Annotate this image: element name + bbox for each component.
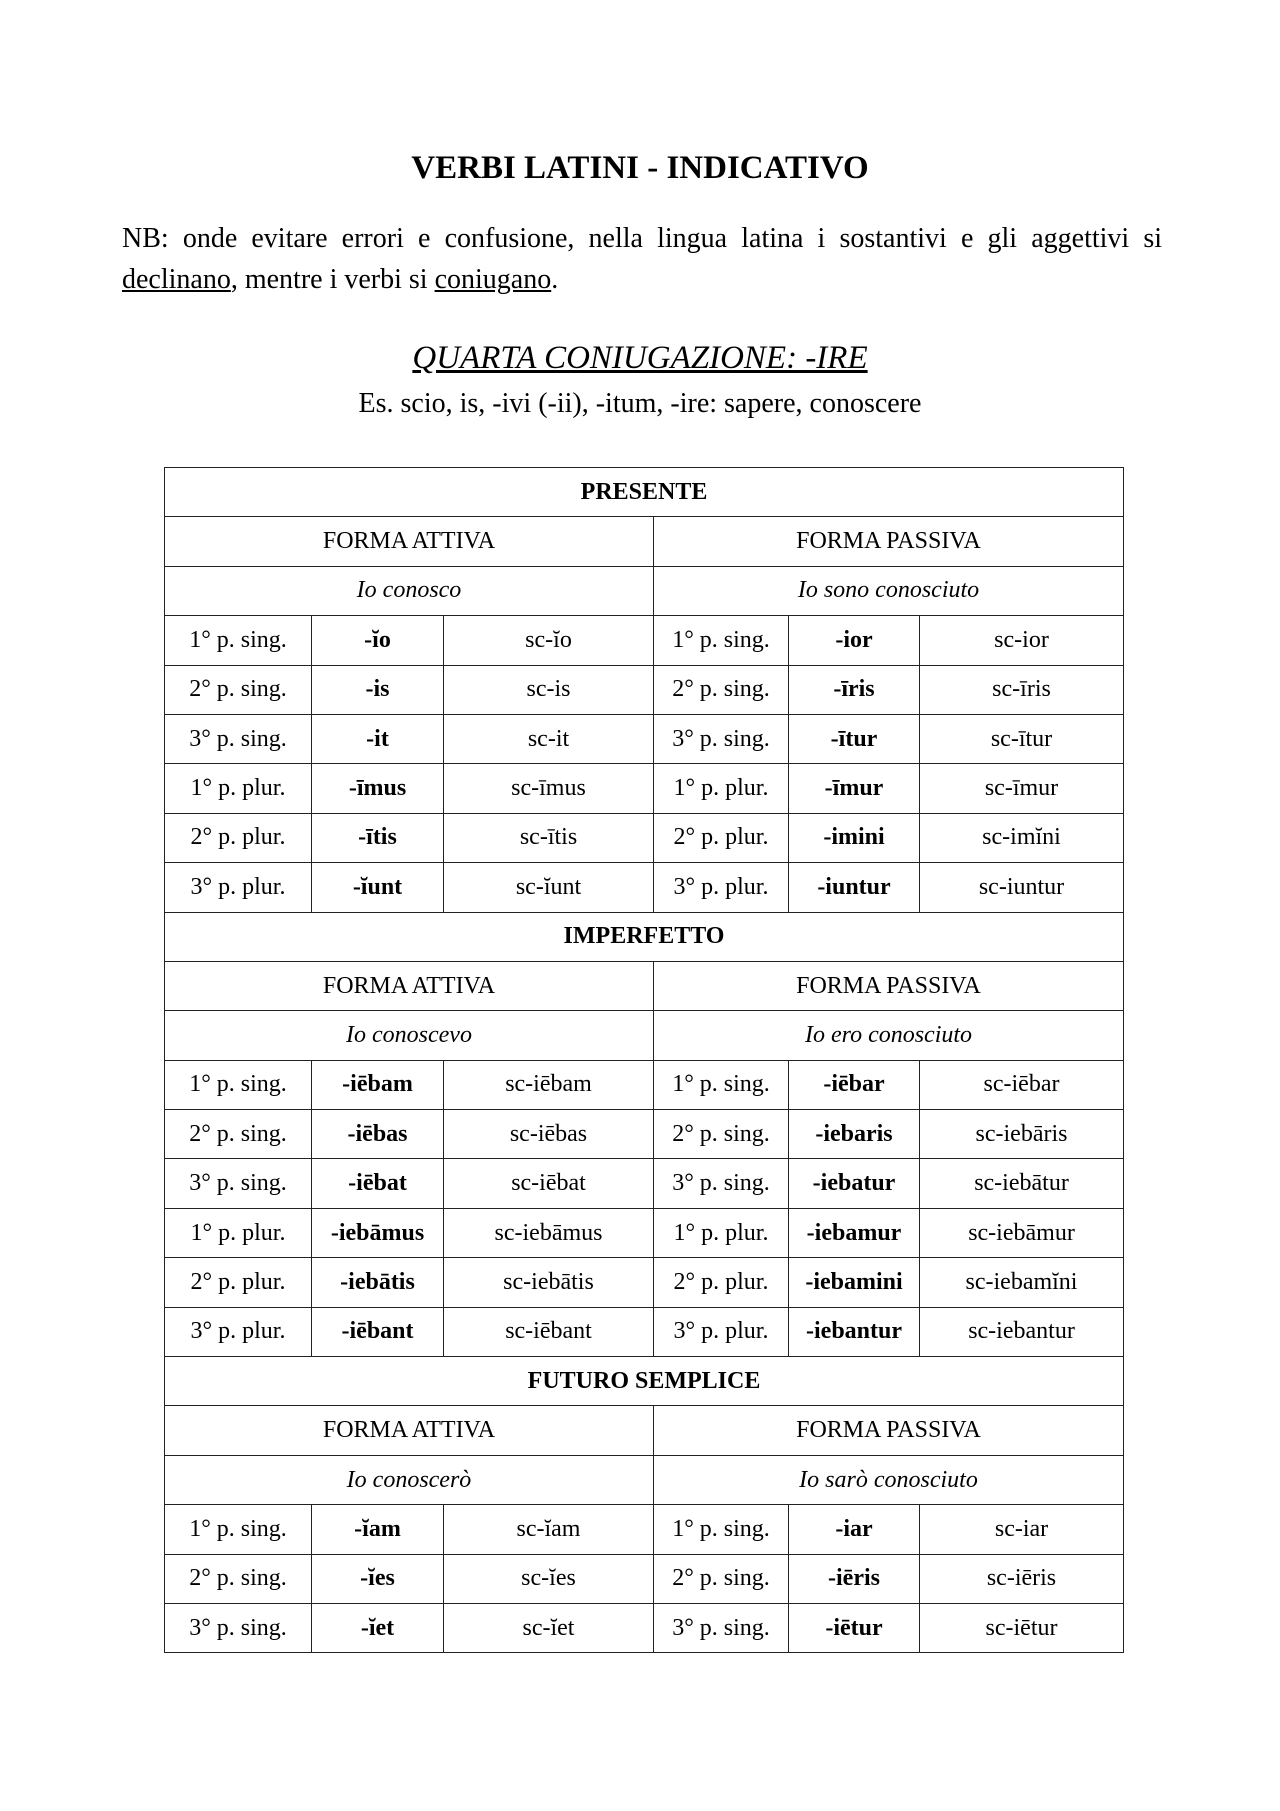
table-row <box>165 714 1124 763</box>
passive-form: sc-iebātur <box>920 1159 1124 1208</box>
active-form: sc-ĭo <box>444 616 654 665</box>
active-form-label: FORMA ATTIVA <box>165 961 654 1010</box>
passive-ending: -iebamini <box>789 1258 920 1307</box>
active-form: sc-it <box>444 714 654 763</box>
tense-name: FUTURO SEMPLICE <box>165 1357 1124 1406</box>
passive-form: sc-iar <box>920 1505 1124 1554</box>
active-form: sc-iēbam <box>444 1060 654 1109</box>
passive-form: sc-īris <box>920 665 1124 714</box>
active-form: sc-ĭam <box>444 1505 654 1554</box>
passive-form: sc-iebamĭni <box>920 1258 1124 1307</box>
table-row <box>165 813 1124 862</box>
passive-ending: -ior <box>789 616 920 665</box>
note-word-coniugano: coniugano <box>434 264 552 295</box>
passive-ending: -iebamur <box>789 1208 920 1257</box>
table-row <box>165 1307 1124 1356</box>
passive-ending: -iar <box>789 1505 920 1554</box>
passive-person: 2° p. plur. <box>654 1258 789 1307</box>
passive-ending: -iebatur <box>789 1159 920 1208</box>
active-person: 1° p. plur. <box>165 1208 312 1257</box>
active-person: 2° p. plur. <box>165 1258 312 1307</box>
active-ending: -iēbas <box>312 1110 444 1159</box>
active-person: 1° p. sing. <box>165 1505 312 1554</box>
active-ending: -ĭunt <box>312 863 444 912</box>
active-form-label: FORMA ATTIVA <box>165 517 654 566</box>
note-text-middle: , mentre i verbi si <box>230 264 435 295</box>
passive-person: 1° p. plur. <box>654 1208 789 1257</box>
tense-header-row <box>165 912 1124 961</box>
note-text-after: . <box>551 264 559 295</box>
passive-form: sc-iēbar <box>920 1060 1124 1109</box>
active-ending: -is <box>312 665 444 714</box>
active-person: 1° p. plur. <box>165 764 312 813</box>
passive-form: sc-ītur <box>920 714 1124 763</box>
meaning-row <box>165 1011 1124 1060</box>
passive-form-label: FORMA PASSIVA <box>654 517 1124 566</box>
passive-ending: -īris <box>789 665 920 714</box>
passive-person: 3° p. plur. <box>654 863 789 912</box>
passive-meaning: Io sarò conosciuto <box>654 1455 1124 1504</box>
active-form: sc-ĭunt <box>444 863 654 912</box>
table-row <box>165 1554 1124 1603</box>
passive-person: 3° p. sing. <box>654 714 789 763</box>
active-ending: -īmus <box>312 764 444 813</box>
conjugation-table-body <box>165 468 1124 1653</box>
active-person: 3° p. sing. <box>165 1603 312 1652</box>
passive-person: 2° p. sing. <box>654 1554 789 1603</box>
active-form: sc-iēbat <box>444 1159 654 1208</box>
active-form: sc-ĭet <box>444 1603 654 1652</box>
active-ending: -iēbat <box>312 1159 444 1208</box>
active-person: 3° p. sing. <box>165 1159 312 1208</box>
passive-meaning: Io sono conosciuto <box>654 566 1124 615</box>
active-meaning: Io conosco <box>165 566 654 615</box>
active-ending: -ĭet <box>312 1603 444 1652</box>
passive-ending: -iebaris <box>789 1110 920 1159</box>
passive-person: 1° p. sing. <box>654 1505 789 1554</box>
passive-form: sc-iētur <box>920 1603 1124 1652</box>
table-row <box>165 1110 1124 1159</box>
active-ending: -it <box>312 714 444 763</box>
active-person: 2° p. sing. <box>165 665 312 714</box>
active-form: sc-iebātis <box>444 1258 654 1307</box>
active-ending: -iebātis <box>312 1258 444 1307</box>
active-ending: -ĭam <box>312 1505 444 1554</box>
passive-person: 2° p. plur. <box>654 813 789 862</box>
table-row <box>165 1603 1124 1652</box>
passive-ending: -iēbar <box>789 1060 920 1109</box>
passive-person: 2° p. sing. <box>654 1110 789 1159</box>
active-ending: -ītis <box>312 813 444 862</box>
active-person: 1° p. sing. <box>165 1060 312 1109</box>
passive-person: 1° p. plur. <box>654 764 789 813</box>
passive-form: sc-imĭni <box>920 813 1124 862</box>
passive-form-label: FORMA PASSIVA <box>654 961 1124 1010</box>
active-person: 2° p. sing. <box>165 1554 312 1603</box>
tense-name: IMPERFETTO <box>165 912 1124 961</box>
note-word-declinano: declinano <box>122 264 231 295</box>
passive-form: sc-ior <box>920 616 1124 665</box>
passive-ending: -imini <box>789 813 920 862</box>
meaning-row <box>165 566 1124 615</box>
passive-person: 1° p. sing. <box>654 1060 789 1109</box>
form-label-row <box>165 1406 1124 1455</box>
active-ending: -ĭo <box>312 616 444 665</box>
conjugation-table <box>164 467 1124 1653</box>
passive-meaning: Io ero conosciuto <box>654 1011 1124 1060</box>
active-person: 1° p. sing. <box>165 616 312 665</box>
passive-form-label: FORMA PASSIVA <box>654 1406 1124 1455</box>
passive-person: 2° p. sing. <box>654 665 789 714</box>
table-row <box>165 1159 1124 1208</box>
active-ending: -ĭes <box>312 1554 444 1603</box>
active-form-label: FORMA ATTIVA <box>165 1406 654 1455</box>
tense-header-row <box>165 1357 1124 1406</box>
active-ending: -iēbam <box>312 1060 444 1109</box>
active-meaning: Io conoscerò <box>165 1455 654 1504</box>
passive-person: 3° p. plur. <box>654 1307 789 1356</box>
example-line: Es. scio, is, -ivi (-ii), -itum, -ire: sapere, conoscere <box>358 388 922 419</box>
active-form: sc-ĭes <box>444 1554 654 1603</box>
active-form: sc-is <box>444 665 654 714</box>
active-person: 3° p. plur. <box>165 1307 312 1356</box>
note-text-before: NB: onde evitare errori e confusione, nella lingua latina i sostantivi e gli aggettivi si <box>122 223 1162 254</box>
section-title: QUARTA CONIUGAZIONE: -IRE <box>412 340 868 376</box>
form-label-row <box>165 517 1124 566</box>
active-form: sc-iēbant <box>444 1307 654 1356</box>
active-person: 2° p. plur. <box>165 813 312 862</box>
active-person: 3° p. sing. <box>165 714 312 763</box>
passive-form: sc-iebāmur <box>920 1208 1124 1257</box>
table-row <box>165 1258 1124 1307</box>
form-label-row <box>165 961 1124 1010</box>
active-ending: -iēbant <box>312 1307 444 1356</box>
meaning-row <box>165 1455 1124 1504</box>
active-person: 3° p. plur. <box>165 863 312 912</box>
active-ending: -iebāmus <box>312 1208 444 1257</box>
passive-person: 3° p. sing. <box>654 1159 789 1208</box>
active-person: 2° p. sing. <box>165 1110 312 1159</box>
passive-form: sc-iebāris <box>920 1110 1124 1159</box>
active-form: sc-iebāmus <box>444 1208 654 1257</box>
passive-form: sc-iebantur <box>920 1307 1124 1356</box>
note-paragraph <box>122 218 1162 300</box>
page-title: VERBI LATINI - INDICATIVO <box>411 150 869 186</box>
table-row <box>165 1060 1124 1109</box>
active-meaning: Io conoscevo <box>165 1011 654 1060</box>
passive-form: sc-iuntur <box>920 863 1124 912</box>
passive-person: 3° p. sing. <box>654 1603 789 1652</box>
table-row <box>165 1505 1124 1554</box>
passive-ending: -iēris <box>789 1554 920 1603</box>
passive-person: 1° p. sing. <box>654 616 789 665</box>
passive-ending: -iētur <box>789 1603 920 1652</box>
table-row <box>165 1208 1124 1257</box>
table-row <box>165 764 1124 813</box>
passive-ending: -iebantur <box>789 1307 920 1356</box>
table-row <box>165 863 1124 912</box>
passive-ending: -īmur <box>789 764 920 813</box>
table-row <box>165 665 1124 714</box>
tense-name: PRESENTE <box>165 468 1124 517</box>
passive-form: sc-īmur <box>920 764 1124 813</box>
passive-form: sc-iēris <box>920 1554 1124 1603</box>
passive-ending: -ītur <box>789 714 920 763</box>
active-form: sc-īmus <box>444 764 654 813</box>
active-form: sc-iēbas <box>444 1110 654 1159</box>
passive-ending: -iuntur <box>789 863 920 912</box>
active-form: sc-ītis <box>444 813 654 862</box>
table-row <box>165 616 1124 665</box>
tense-header-row <box>165 468 1124 517</box>
